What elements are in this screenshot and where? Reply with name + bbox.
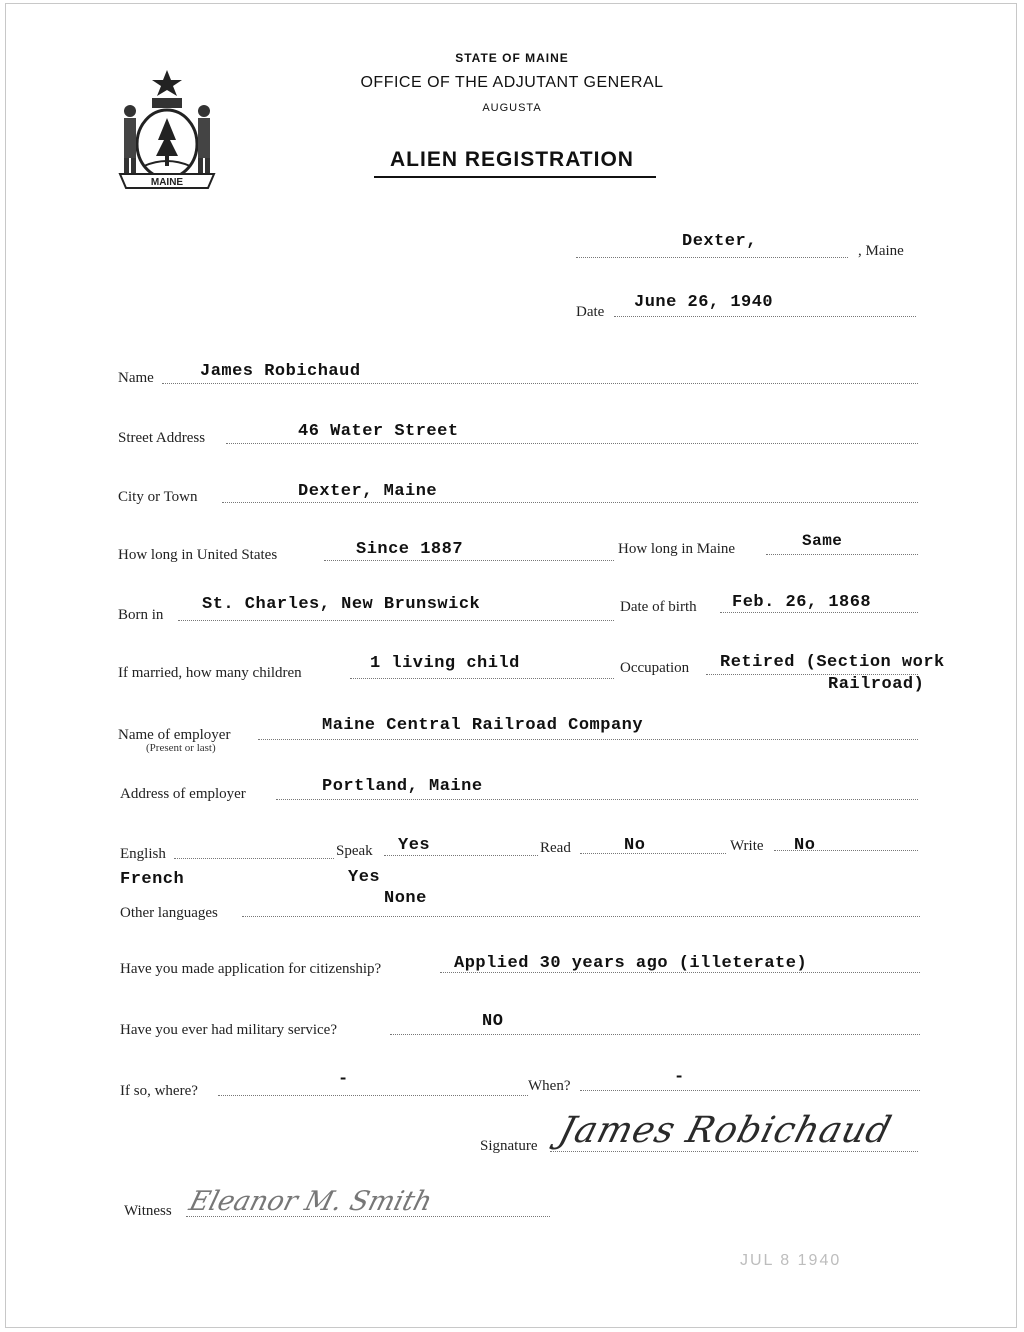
citizenship-label: Have you made application for citizenship?	[120, 961, 382, 977]
french-label: French	[120, 870, 185, 889]
header-city: AUGUSTA	[482, 102, 542, 114]
other-languages-line	[242, 916, 920, 917]
employer-value: Maine Central Railroad Company	[322, 716, 644, 735]
us-duration-line	[324, 560, 614, 561]
seal-motto: MAINE	[150, 177, 184, 188]
write-value: No	[794, 836, 816, 855]
street-line	[226, 443, 918, 444]
write-line	[774, 850, 918, 851]
maine-duration-value: Same	[802, 532, 843, 550]
header-state: STATE OF MAINE	[455, 51, 569, 65]
location-suffix: , Maine	[858, 243, 904, 259]
occupation-line	[706, 674, 918, 675]
children-line	[350, 678, 614, 679]
received-stamp: JUL 8 1940	[740, 1252, 842, 1269]
born-in-value: St. Charles, New Brunswick	[202, 595, 481, 614]
english-line	[174, 858, 334, 859]
witness-line	[186, 1216, 550, 1217]
signature-line	[550, 1151, 918, 1152]
read-value: No	[624, 836, 646, 855]
city-value: Dexter, Maine	[298, 482, 438, 501]
speak-value: Yes	[398, 836, 431, 855]
location-value: Dexter,	[682, 232, 757, 251]
street-value: 46 Water Street	[298, 422, 459, 441]
birth-date-line	[720, 612, 918, 613]
occupation-value-line2: Railroad)	[828, 675, 925, 694]
born-in-line	[178, 620, 614, 621]
date-line	[614, 316, 916, 317]
location-line	[576, 257, 848, 258]
employer-label: Name of employer	[118, 727, 231, 743]
maine-duration-label: How long in Maine	[618, 541, 736, 557]
employer-line	[258, 739, 918, 740]
english-label: English	[120, 846, 166, 862]
where-line	[218, 1095, 528, 1096]
form-title: ALIEN REGISTRATION	[390, 148, 634, 171]
title-underline	[374, 176, 656, 178]
city-line	[222, 502, 918, 503]
employer-address-label: Address of employer	[120, 786, 246, 802]
name-value: James Robichaud	[200, 362, 361, 381]
speak-line	[384, 855, 538, 856]
employer-address-line	[276, 799, 918, 800]
signature-label: Signature	[480, 1138, 538, 1154]
other-languages-value: None	[384, 889, 427, 908]
street-label: Street Address	[118, 430, 206, 446]
read-line	[580, 853, 726, 854]
header-office: OFFICE OF THE ADJUTANT GENERAL	[360, 74, 664, 91]
us-duration-value: Since 1887	[356, 540, 464, 559]
when-line	[580, 1090, 920, 1091]
military-label: Have you ever had military service?	[120, 1022, 337, 1038]
witness-label: Witness	[124, 1203, 172, 1219]
employer-sublabel: (Present or last)	[146, 742, 216, 754]
employer-address-value: Portland, Maine	[322, 777, 483, 796]
born-in-label: Born in	[118, 607, 164, 623]
when-label: When?	[528, 1078, 571, 1094]
citizenship-line	[440, 972, 920, 973]
read-label: Read	[540, 840, 571, 856]
write-label: Write	[730, 838, 764, 854]
name-label: Name	[118, 370, 154, 386]
military-line	[390, 1034, 920, 1035]
city-label: City or Town	[118, 489, 198, 505]
other-languages-label: Other languages	[120, 905, 218, 921]
date-value: June 26, 1940	[634, 293, 774, 312]
birth-date-label: Date of birth	[620, 599, 697, 615]
date-label: Date	[576, 304, 605, 320]
name-line	[162, 383, 918, 384]
when-value: -	[674, 1068, 685, 1087]
children-label: If married, how many children	[118, 665, 302, 681]
where-value: -	[338, 1070, 349, 1089]
children-value: 1 living child	[370, 654, 520, 673]
us-duration-label: How long in United States	[118, 547, 278, 563]
maine-duration-line	[766, 554, 918, 555]
where-label: If so, where?	[120, 1083, 198, 1099]
citizenship-value: Applied 30 years ago (illeterate)	[454, 954, 808, 973]
witness-handwritten: Eleanor M. Smith	[185, 1186, 436, 1217]
military-value: NO	[482, 1012, 504, 1031]
signature-handwritten: James Robichaud	[554, 1110, 897, 1151]
birth-date-value: Feb. 26, 1868	[732, 593, 872, 612]
occupation-value-line1: Retired (Section work	[720, 653, 945, 672]
speak-label: Speak	[336, 843, 373, 859]
occupation-label: Occupation	[620, 660, 690, 676]
french-speak-value: Yes	[348, 868, 381, 887]
